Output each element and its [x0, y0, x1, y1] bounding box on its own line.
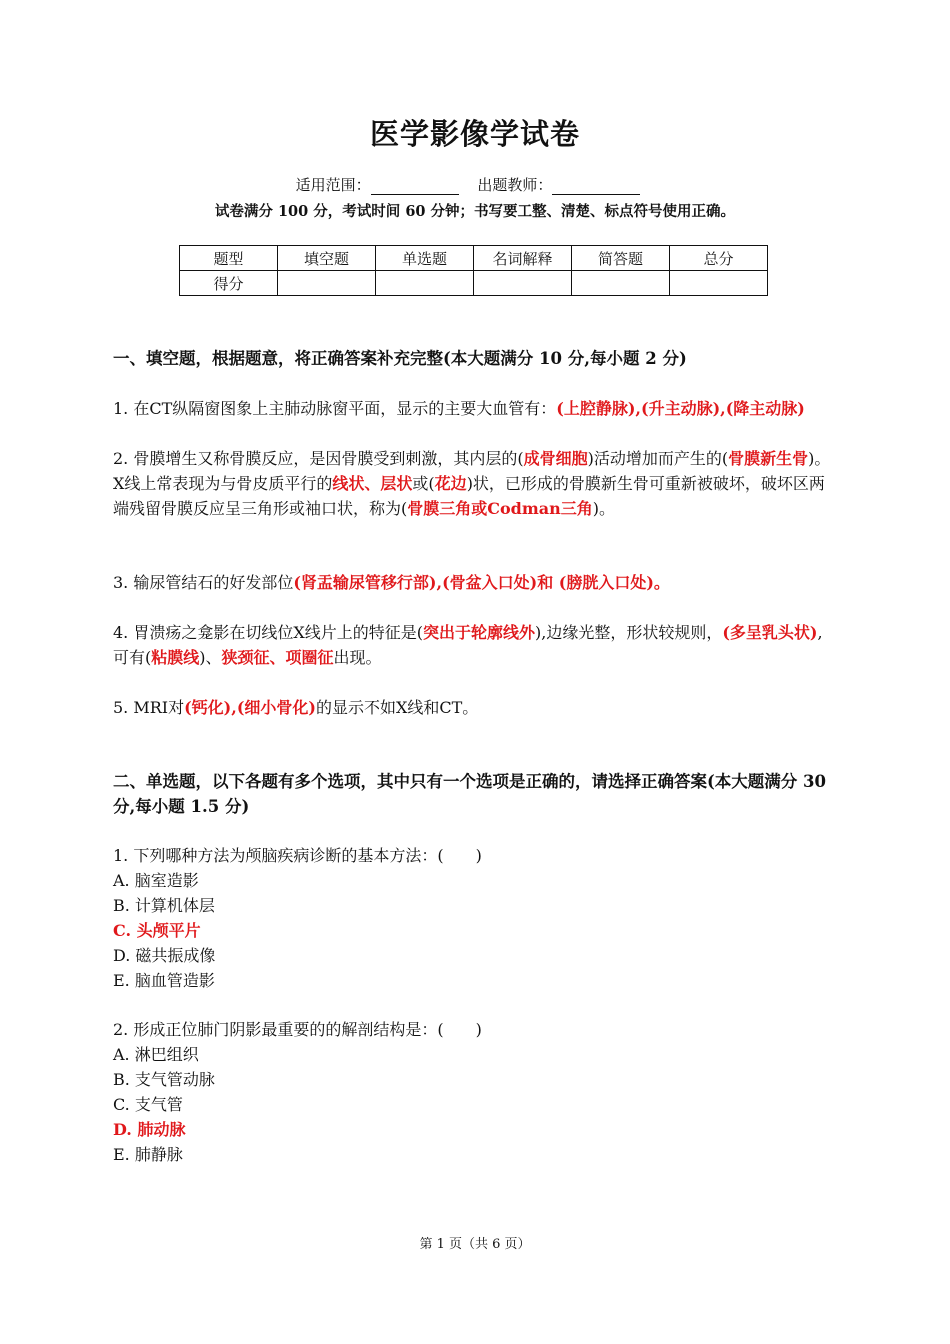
page-number: 第 1 页（共 6 页） [419, 1237, 531, 1252]
section-heading-fill-in: 一、填空题，根据题意，将正确答案补充完整(本大题满分 10 分,每小题 2 分) [113, 349, 687, 368]
answer-text: 花边 [434, 474, 467, 493]
question-fill-5 [113, 695, 838, 720]
question-text: )。 [592, 499, 616, 518]
table-cell: 得分 [180, 271, 278, 296]
section-heading-single-choice: 二、单选题，以下各题有多个选项，其中只有一个选项是正确的，请选择正确答案(本大题满分 30 分,每小题 1.5 分) [113, 772, 827, 816]
question-text: 的显示不如X线和CT。 [315, 698, 479, 717]
answer-text: (上腔静脉),(升主动脉),(降主动脉) [556, 399, 805, 418]
score-cell [670, 271, 768, 296]
table-cell: 简答题 [572, 246, 670, 271]
question-text: 4. 胃溃疡之龛影在切线位X线片上的特征是( [113, 623, 423, 642]
question-fill-4 [113, 620, 838, 670]
page-title: 医学影像学试卷 [369, 117, 580, 151]
option-b: B. 支气管动脉 [113, 1070, 215, 1089]
option-d-correct: D. 肺动脉 [113, 1120, 186, 1139]
question-text: 5. MRI对 [113, 698, 185, 717]
question-text: 3. 输尿管结石的好发部位 [113, 573, 294, 592]
table-cell: 填空题 [278, 246, 376, 271]
exam-rules: 试卷满分 100 分，考试时间 60 分钟；书写要工整、清楚、标点符号使用正确。 [214, 203, 736, 220]
question-text: )状，已形成的骨膜新生骨可重新被破坏，破坏区两端残留骨膜反应呈三角形或袖口状，称为( [113, 474, 825, 518]
score-table [179, 245, 768, 296]
question-fill-2 [113, 446, 838, 521]
score-cell [376, 271, 474, 296]
answer-text: 狭颈征、项圈征 [221, 648, 334, 667]
score-cell [278, 271, 376, 296]
table-cell: 名词解释 [474, 246, 572, 271]
answer-text: 线状、层状 [332, 474, 413, 493]
question-text: )活动增加而产生的( [587, 449, 729, 468]
option-a: A. 淋巴组织 [113, 1045, 199, 1064]
question-fill-3 [113, 570, 838, 595]
answer-text: (钙化),(细小骨化) [184, 698, 316, 717]
teacher-blank [552, 180, 640, 195]
score-cell [474, 271, 572, 296]
table-cell: 题型 [180, 246, 278, 271]
question-text: ,可有( [113, 623, 823, 667]
score-cell [572, 271, 670, 296]
question-text: )。X线上常表现为与骨皮质平行的 [113, 449, 831, 493]
option-e: E. 肺静脉 [113, 1145, 183, 1164]
question-choice-2-stem: 2. 形成正位肺门阴影最重要的的解剖结构是：( ) [113, 1020, 482, 1039]
question-fill-1 [113, 396, 838, 421]
answer-text: (多呈乳头状) [722, 623, 818, 642]
scope-blank [371, 180, 459, 195]
answer-text: 突出于轮廓线外 [423, 623, 536, 642]
answer-text: 成骨细胞 [523, 449, 588, 468]
question-text: )、 [199, 648, 222, 667]
option-b: B. 计算机体层 [113, 896, 215, 915]
question-text: 或( [412, 474, 435, 493]
scope-label: 适用范围： [295, 176, 371, 194]
answer-text: 粘膜线 [151, 648, 200, 667]
answer-text: (肾盂输尿管移行部),(骨盆入口处)和 (膀胱入口处)。 [293, 573, 670, 592]
teacher-label: 出题教师： [477, 176, 553, 194]
question-choice-1-stem: 1. 下列哪种方法为颅脑疾病诊断的基本方法：( ) [113, 846, 482, 865]
score-table-header-row [180, 246, 768, 271]
answer-text: 骨膜三角或Codman三角 [407, 499, 593, 518]
table-cell: 总分 [670, 246, 768, 271]
option-e: E. 脑血管造影 [113, 971, 215, 990]
table-cell: 单选题 [376, 246, 474, 271]
answer-text: 骨膜新生骨 [728, 449, 809, 468]
question-text: ),边缘光整，形状较规则， [535, 623, 723, 642]
option-c: C. 支气管 [113, 1095, 183, 1114]
option-a: A. 脑室造影 [113, 871, 199, 890]
option-c-correct: C. 头颅平片 [113, 921, 201, 940]
question-text: 出现。 [333, 648, 382, 667]
score-table-score-row [180, 271, 768, 296]
question-text: 1. 在CT纵隔窗图象上主肺动脉窗平面，显示的主要大血管有： [113, 399, 557, 418]
option-d: D. 磁共振成像 [113, 946, 216, 965]
question-text: 2. 骨膜增生又称骨膜反应，是因骨膜受到刺激，其内层的( [113, 449, 524, 468]
exam-meta [0, 174, 950, 195]
